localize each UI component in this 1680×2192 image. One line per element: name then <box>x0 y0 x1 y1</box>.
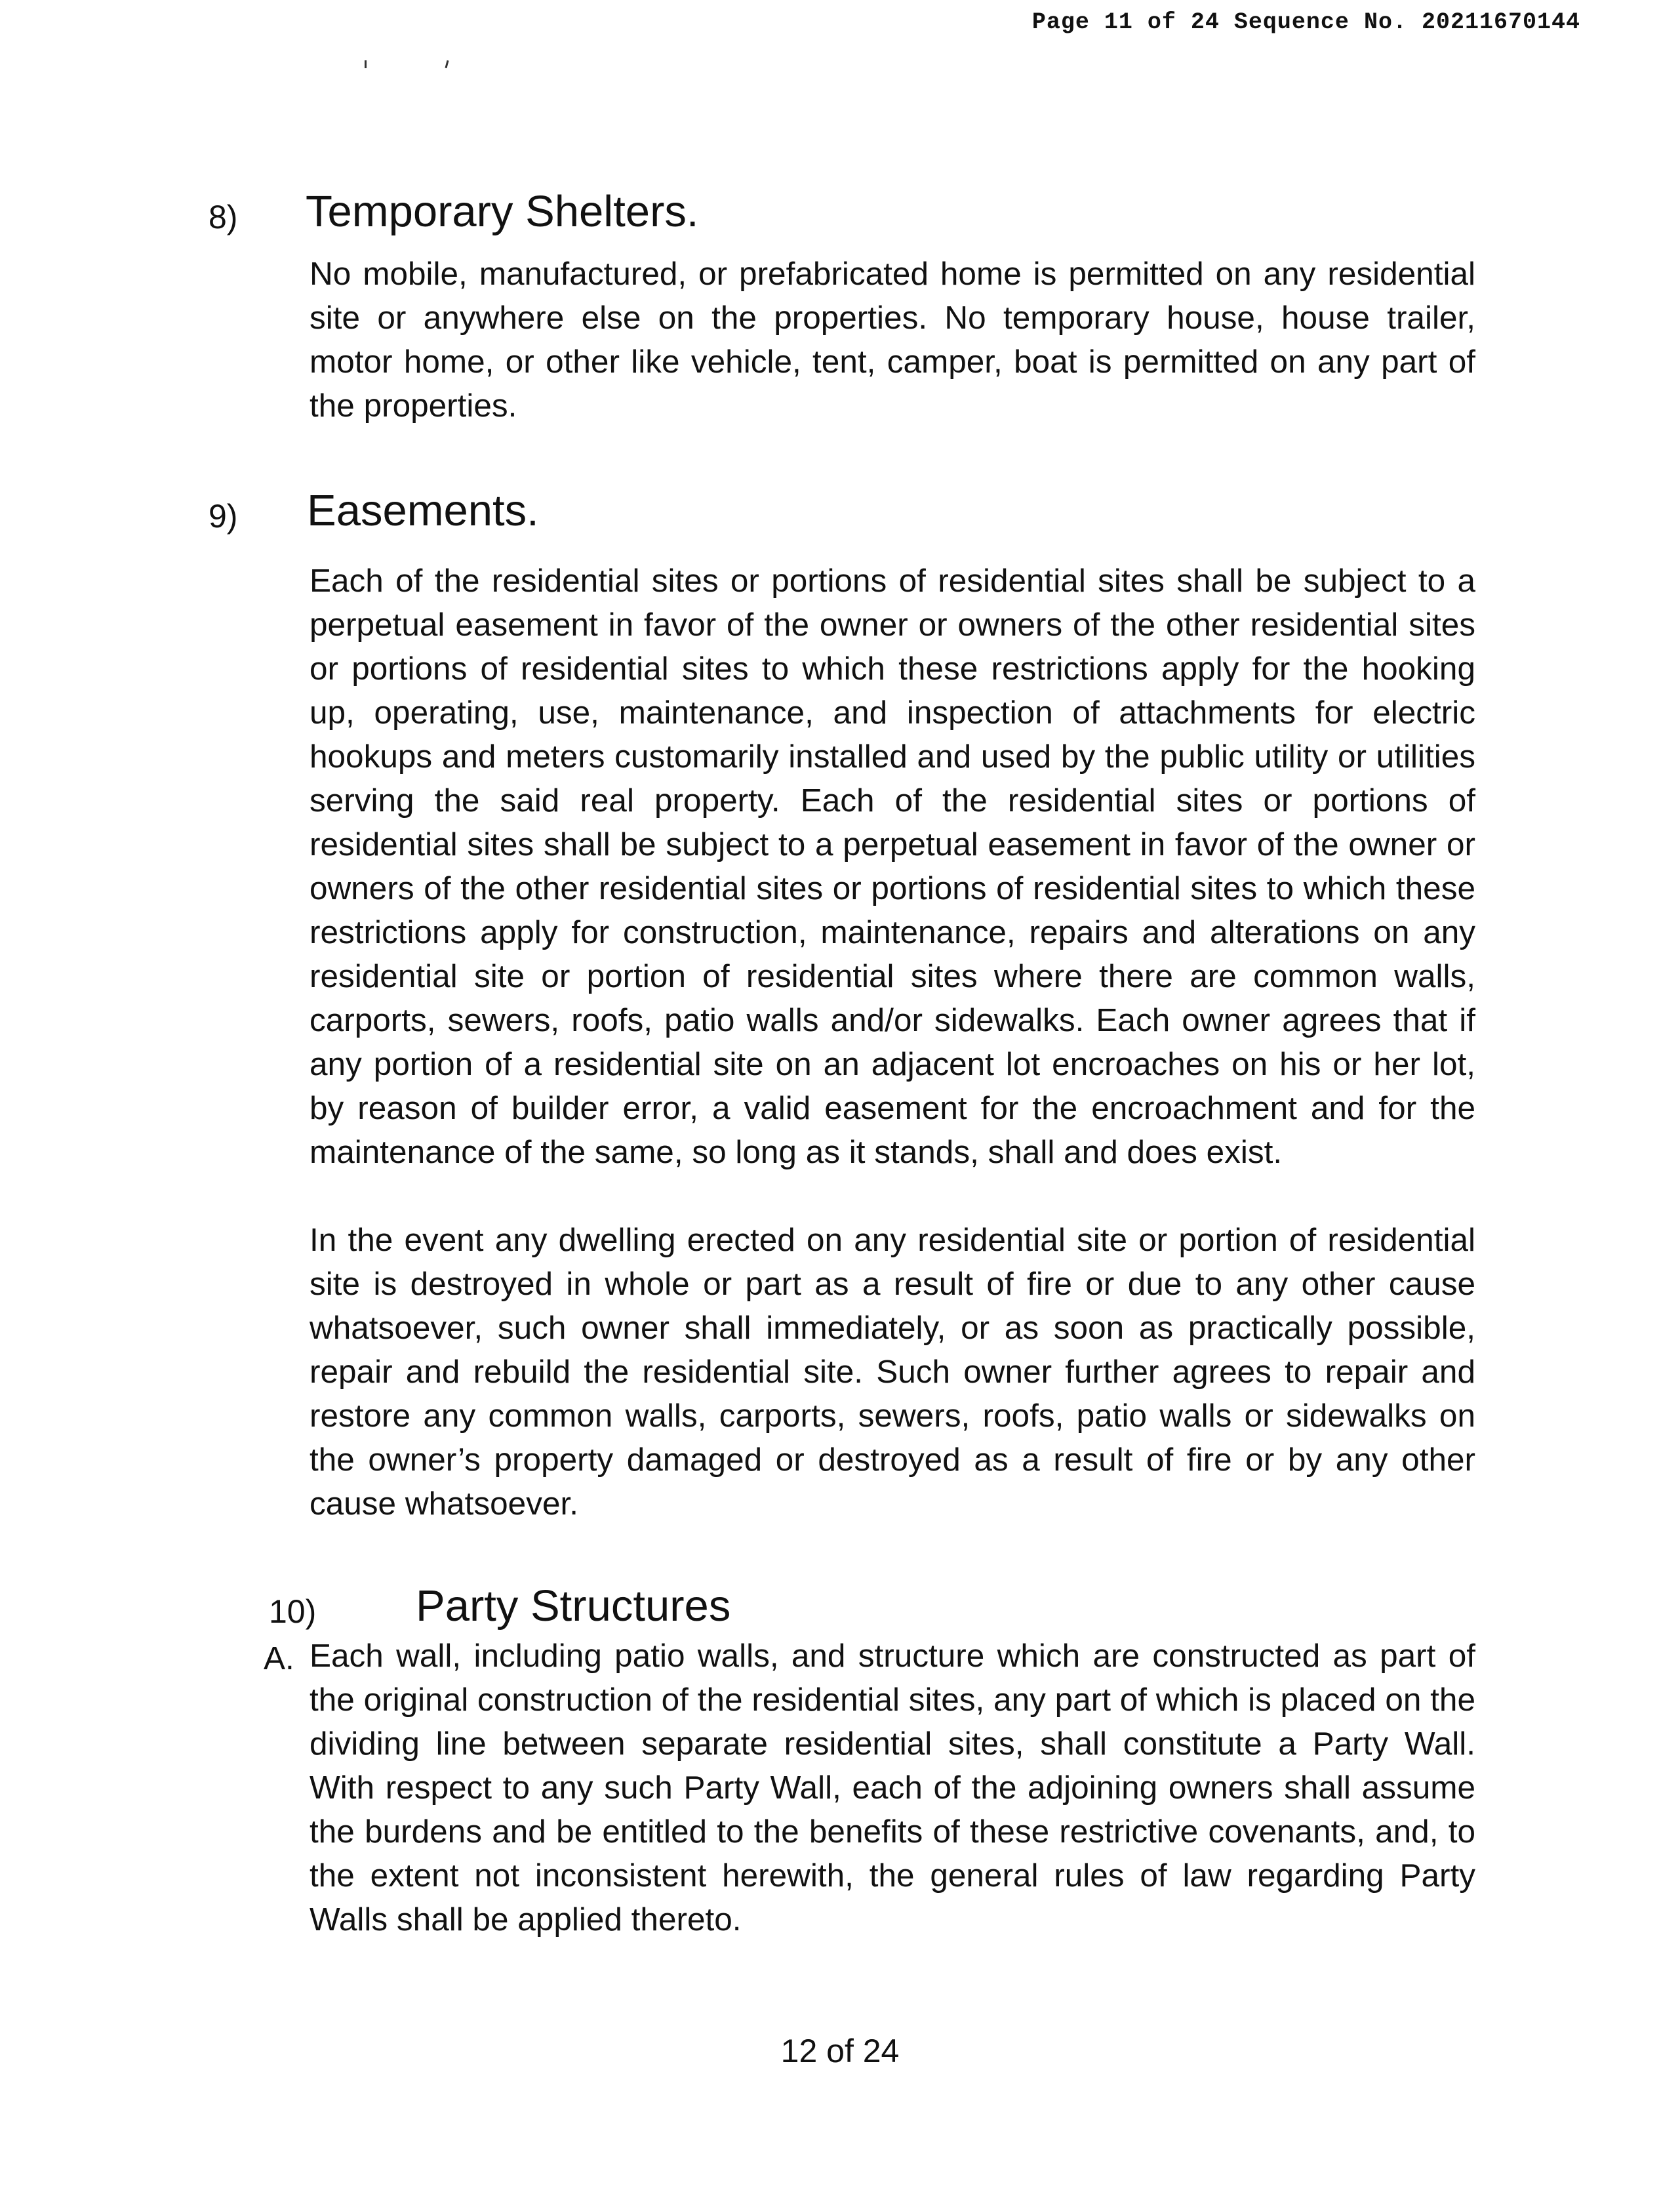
section-9-number: 9) <box>209 498 238 535</box>
scan-mark <box>365 60 367 68</box>
section-9-paragraph-2: In the event any dwelling erected on any residential site or portion of residential site is destroyed in whole or part as a result of fire or due to any other cause whatsoever, such owner shall immediately, or as soon as practically possible, repair and rebuild the residential site. Such owner further agrees to repair and restore any common walls, carports, sewers, roofs, patio walls or sidewalks on the owner’s property damaged or destroyed as a result of fire or by any other cause whatsoever. <box>310 1222 1475 1522</box>
sequence-stamp: Page 11 of 24 Sequence No. 20211670144 <box>1031 9 1580 35</box>
section-8-paragraph: No mobile, manufactured, or prefabricated home is permitted on any residential site or anywhere else on the properties. No temporary house, house trailer, motor home, or other like vehicle, tent, camper, boat is permitted on any part of the properties. <box>310 256 1475 424</box>
section-8-title: Temporary Shelters. <box>306 187 699 236</box>
section-9-paragraph-1: Each of the residential sites or portions of residential sites shall be subject to a perpetual easement in favor of the owner or owners of the other residential sites or portions of residential sites to which these restrictions apply for the hooking up, operating, use, maintenance, and inspection of attachments for electric hookups and meters customarily installed and used by the public utility or utilities serving the said real property. Each of the residential sites or portions of residential sites shall be subject to a perpetual easement in favor of the owner or owners of the other residential sites or portions of residential sites to which these restrictions apply for construction, maintenance, repairs and alterations on any residential site or portion of residential sites where there are common walls, carports, sewers, roofs, patio walls and/or sidewalks. Each owner agrees that if any portion of a residential site on an adjacent lot encroaches on his or her lot, by reason of builder error, a valid easement for the encroachment and for the maintenance of the same, so long as it stands, shall and does exist. <box>310 563 1475 1170</box>
section-10-title: Party Structures <box>416 1581 731 1631</box>
section-10-item-a-label: A. <box>264 1640 294 1676</box>
section-8-number: 8) <box>209 199 238 235</box>
section-9-title: Easements. <box>307 486 539 535</box>
section-10-item-a-text: Each wall, including patio walls, and structure which are constructed as part of the original construction of the residential sites, any part of which is placed on the dividing line between separate residential sites, shall constitute a Party Wall. With respect to any such Party Wall, each of the adjoining owners shall assume the burdens and be entitled to the benefits of these restrictive covenants, and, to the extent not inconsistent herewith, the general rules of law regarding Party Walls shall be applied thereto. <box>310 1638 1475 1938</box>
section-10-number: 10) <box>269 1593 317 1630</box>
page-number: 12 of 24 <box>780 2033 900 2069</box>
scan-mark <box>445 60 449 68</box>
